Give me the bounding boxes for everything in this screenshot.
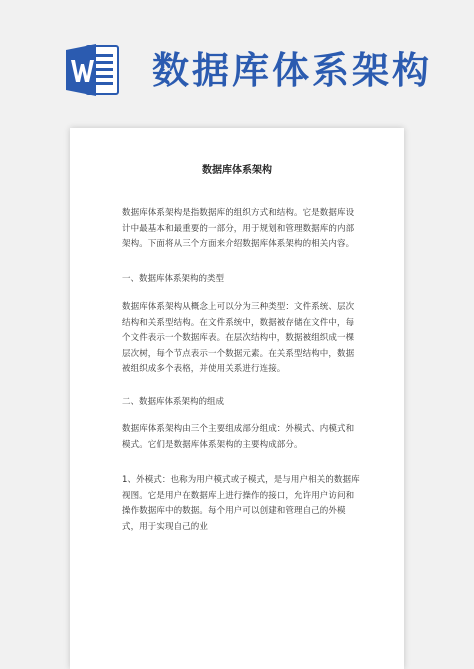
- section-paragraph-components: 数据库体系架构由三个主要组成部分组成：外模式、内模式和模式。它们是数据库体系架构的主要构成部分。: [122, 424, 355, 450]
- banner-title: 数据库体系架构: [152, 49, 432, 92]
- section-paragraph-types: 数据库体系架构从概念上可以分为三种类型：文件系统、层次结构和关系型结构。在文件系统中，数据被存储在文件中，每个文件表示一个数据库表。在层次结构中，数据被组织成一棵层次树，每个节点表示一个数据元素。在关系型结构中，数据被组织成多个表格，并使用关系进行连接。: [122, 302, 355, 375]
- document-title: 数据库体系架构: [202, 165, 272, 176]
- section-heading-components: 二、数据库体系架构的组成: [122, 397, 225, 407]
- document-page: [70, 128, 404, 669]
- section-heading-types: 一、数据库体系架构的类型: [122, 274, 225, 284]
- list-item-external-schema: 1、外模式：也称为用户模式或子模式，是与用户相关的数据库视图。它是用户在数据库上进行操作的接口，允许用户访问和操作数据库中的数据。每个用户可以创建和管理自己的外模式，用于实现自己的业: [122, 475, 360, 532]
- banner: [0, 0, 474, 120]
- intro-paragraph: 数据库体系架构是指数据库的组织方式和结构。它是数据库设计中最基本和最重要的一部分，用于规划和管理数据库的内部架构。下面将从三个方面来介绍数据库体系架构的相关内容。: [122, 208, 355, 250]
- word-document-icon: [64, 40, 124, 100]
